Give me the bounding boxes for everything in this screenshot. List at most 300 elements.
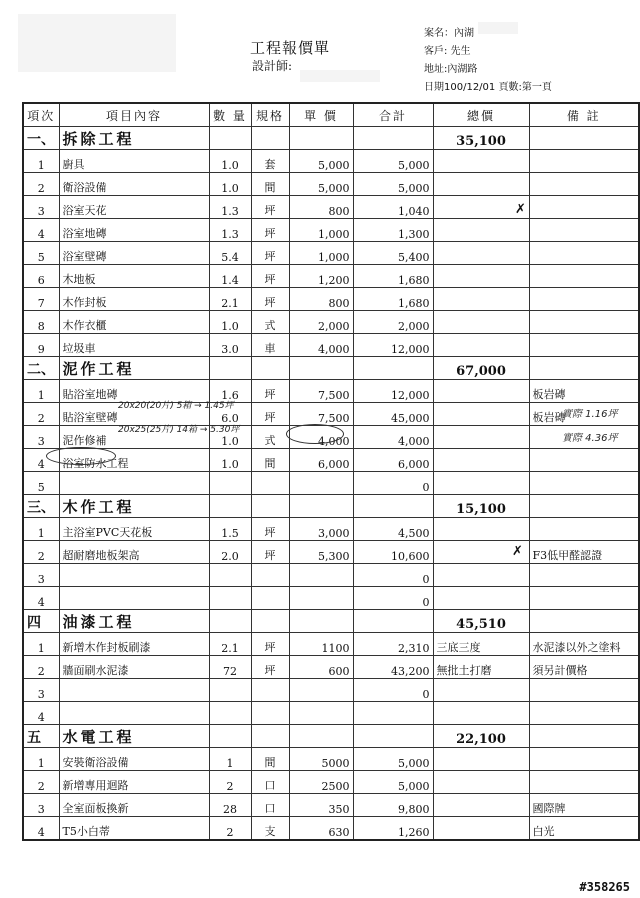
item-extra — [433, 679, 529, 702]
item-number: 4 — [23, 587, 59, 610]
item-unit-price: 5,300 — [289, 541, 353, 564]
item-quantity — [209, 587, 251, 610]
item-unit-price: 1,000 — [289, 242, 353, 265]
item-quantity — [209, 564, 251, 587]
item-name — [59, 564, 209, 587]
item-amount: 12,000 — [353, 334, 433, 357]
item-unit — [251, 587, 289, 610]
table-row — [23, 656, 639, 679]
price-circle-mark — [286, 424, 344, 444]
item-number: 3 — [23, 679, 59, 702]
item-extra — [433, 288, 529, 311]
table-row — [23, 472, 639, 495]
item-note — [529, 449, 639, 472]
item-name: 全室面板換新 — [59, 794, 209, 817]
item-note — [529, 748, 639, 771]
item-amount: 1,040 — [353, 196, 433, 219]
item-note — [529, 173, 639, 196]
item-quantity: 1.0 — [209, 311, 251, 334]
item-unit: 支 — [251, 817, 289, 841]
empty-cell — [289, 725, 353, 748]
item-amount: 5,000 — [353, 150, 433, 173]
item-unit: 間 — [251, 449, 289, 472]
table-row — [23, 449, 639, 472]
item-amount: 1,300 — [353, 219, 433, 242]
item-unit: 套 — [251, 150, 289, 173]
item-note — [529, 679, 639, 702]
item-unit: 坪 — [251, 196, 289, 219]
item-note — [529, 311, 639, 334]
item-amount: 2,000 — [353, 311, 433, 334]
item-unit: 間 — [251, 173, 289, 196]
item-note — [529, 472, 639, 495]
item-name: 木作封板 — [59, 288, 209, 311]
item-number: 2 — [23, 771, 59, 794]
item-extra — [433, 265, 529, 288]
handwritten-wall-tile: 20x25(25片) 14箱 → 5.30坪 — [118, 425, 240, 435]
item-amount: 5,000 — [353, 748, 433, 771]
item-unit-price: 2,000 — [289, 311, 353, 334]
item-name — [59, 472, 209, 495]
item-unit-price: 7,500 — [289, 403, 353, 426]
item-note — [529, 219, 639, 242]
item-unit-price: 2500 — [289, 771, 353, 794]
item-number: 1 — [23, 748, 59, 771]
item-name — [59, 702, 209, 725]
item-circle-mark — [46, 447, 116, 465]
table-row — [23, 748, 639, 771]
item-number: 1 — [23, 633, 59, 656]
empty-cell — [353, 610, 433, 633]
section-number: 四 — [23, 610, 59, 633]
table-row — [23, 242, 639, 265]
item-unit: 式 — [251, 311, 289, 334]
item-number: 6 — [23, 265, 59, 288]
item-quantity: 1.0 — [209, 150, 251, 173]
item-unit-price: 3,000 — [289, 518, 353, 541]
item-quantity: 1.6 — [209, 380, 251, 403]
item-quantity: 6.0 — [209, 403, 251, 426]
item-extra: 無批土打磨 — [433, 656, 529, 679]
col-header: 規格 — [251, 103, 289, 127]
empty-cell — [209, 610, 251, 633]
item-extra — [433, 518, 529, 541]
item-quantity: 3.0 — [209, 334, 251, 357]
item-unit: 坪 — [251, 380, 289, 403]
section-row — [23, 495, 639, 518]
table-row — [23, 403, 639, 426]
section-number: 一、 — [23, 127, 59, 150]
item-extra — [433, 334, 529, 357]
item-quantity: 2 — [209, 771, 251, 794]
item-number: 5 — [23, 242, 59, 265]
item-name: 貼浴室地磚 — [59, 380, 209, 403]
table-row — [23, 633, 639, 656]
item-amount: 0 — [353, 587, 433, 610]
item-quantity — [209, 702, 251, 725]
item-unit-price: 5,000 — [289, 173, 353, 196]
item-extra — [433, 242, 529, 265]
item-amount: 0 — [353, 679, 433, 702]
item-amount: 10,600 — [353, 541, 433, 564]
item-name: 泥作修補 — [59, 426, 209, 449]
empty-cell — [353, 127, 433, 150]
table-row — [23, 288, 639, 311]
item-unit-price: 600 — [289, 656, 353, 679]
empty-cell — [529, 357, 639, 380]
item-extra — [433, 150, 529, 173]
item-number: 4 — [23, 449, 59, 472]
item-note: 國際牌 — [529, 794, 639, 817]
item-unit: 式 — [251, 426, 289, 449]
table-row — [23, 196, 639, 219]
item-extra — [433, 748, 529, 771]
item-name: 新增木作封板刷漆 — [59, 633, 209, 656]
item-quantity: 5.4 — [209, 242, 251, 265]
section-name: 泥作工程 — [59, 357, 209, 380]
item-amount: 1,680 — [353, 288, 433, 311]
item-extra — [433, 702, 529, 725]
item-unit: 坪 — [251, 242, 289, 265]
item-extra — [433, 587, 529, 610]
item-unit-price: 350 — [289, 794, 353, 817]
item-extra — [433, 817, 529, 841]
item-unit-price: 5000 — [289, 748, 353, 771]
item-name: 浴室防水工程 — [59, 449, 209, 472]
empty-cell — [251, 127, 289, 150]
item-amount: 5,000 — [353, 173, 433, 196]
item-amount: 4,500 — [353, 518, 433, 541]
item-unit: 坪 — [251, 518, 289, 541]
item-name: 廚具 — [59, 150, 209, 173]
item-number: 4 — [23, 817, 59, 841]
item-unit: 坪 — [251, 265, 289, 288]
item-note — [529, 702, 639, 725]
table-row — [23, 219, 639, 242]
redacted-designer — [300, 70, 380, 82]
table-row — [23, 679, 639, 702]
item-unit — [251, 472, 289, 495]
item-unit: 坪 — [251, 633, 289, 656]
item-unit-price: 6,000 — [289, 449, 353, 472]
item-number: 7 — [23, 288, 59, 311]
item-extra — [433, 380, 529, 403]
item-number: 1 — [23, 518, 59, 541]
item-unit-price — [289, 679, 353, 702]
item-name — [59, 587, 209, 610]
item-unit-price: 5,000 — [289, 150, 353, 173]
section-row — [23, 127, 639, 150]
redacted-logo — [18, 14, 176, 72]
item-extra — [433, 311, 529, 334]
item-unit-price: 630 — [289, 817, 353, 841]
item-quantity: 1.0 — [209, 449, 251, 472]
item-extra — [433, 219, 529, 242]
item-unit — [251, 702, 289, 725]
item-name: 木地板 — [59, 265, 209, 288]
item-name: 超耐磨地板架高 — [59, 541, 209, 564]
item-quantity: 1.3 — [209, 219, 251, 242]
client-name: 客戶: 先生 — [424, 46, 471, 57]
table-row — [23, 265, 639, 288]
empty-cell — [289, 610, 353, 633]
item-quantity: 1 — [209, 748, 251, 771]
table-row — [23, 702, 639, 725]
item-extra — [433, 472, 529, 495]
empty-cell — [529, 725, 639, 748]
table-row — [23, 771, 639, 794]
item-unit: 口 — [251, 794, 289, 817]
quote-table — [22, 102, 640, 841]
item-number: 5 — [23, 472, 59, 495]
section-total: 67,000 — [433, 357, 529, 380]
col-header: 數 量 — [209, 103, 251, 127]
item-quantity: 1.0 — [209, 426, 251, 449]
item-name: 新增專用迴路 — [59, 771, 209, 794]
item-note: 板岩磚 — [529, 403, 639, 426]
item-unit: 間 — [251, 748, 289, 771]
redacted-case — [478, 22, 518, 34]
item-unit-price — [289, 702, 353, 725]
section-total: 45,510 — [433, 610, 529, 633]
empty-cell — [209, 357, 251, 380]
table-row — [23, 541, 639, 564]
empty-cell — [209, 127, 251, 150]
item-note — [529, 771, 639, 794]
item-extra — [433, 426, 529, 449]
item-note: 白光 — [529, 817, 639, 841]
empty-cell — [353, 495, 433, 518]
item-note — [529, 150, 639, 173]
col-header: 總價 — [433, 103, 529, 127]
table-row — [23, 794, 639, 817]
section-name: 水電工程 — [59, 725, 209, 748]
item-unit: 坪 — [251, 219, 289, 242]
handwritten-floor-tile: 20x20(20片) 5箱 → 1.45坪 — [118, 401, 234, 411]
item-name: 衛浴設備 — [59, 173, 209, 196]
item-unit — [251, 679, 289, 702]
section-number: 三、 — [23, 495, 59, 518]
empty-cell — [251, 725, 289, 748]
item-note — [529, 242, 639, 265]
item-amount: 6,000 — [353, 449, 433, 472]
item-unit-price: 800 — [289, 196, 353, 219]
empty-cell — [529, 127, 639, 150]
item-note — [529, 265, 639, 288]
designer-label: 設計師: — [252, 59, 293, 73]
empty-cell — [251, 610, 289, 633]
item-amount: 5,400 — [353, 242, 433, 265]
item-name: 浴室天花 — [59, 196, 209, 219]
item-number: 3 — [23, 426, 59, 449]
item-name: 貼浴室壁磚 — [59, 403, 209, 426]
section-number: 二、 — [23, 357, 59, 380]
table-row — [23, 817, 639, 841]
item-quantity — [209, 472, 251, 495]
item-number: 2 — [23, 173, 59, 196]
empty-cell — [251, 495, 289, 518]
header-row — [23, 103, 639, 127]
item-extra: 三底三度 — [433, 633, 529, 656]
item-quantity: 1.0 — [209, 173, 251, 196]
item-unit-price: 4,000 — [289, 334, 353, 357]
item-extra — [433, 173, 529, 196]
item-note — [529, 587, 639, 610]
item-name: 垃圾車 — [59, 334, 209, 357]
item-unit-price: 1,200 — [289, 265, 353, 288]
item-number: 3 — [23, 794, 59, 817]
item-extra — [433, 771, 529, 794]
empty-cell — [289, 495, 353, 518]
item-number: 4 — [23, 219, 59, 242]
item-amount: 2,310 — [353, 633, 433, 656]
item-note: 水泥漆以外之塗料 — [529, 633, 639, 656]
table-row — [23, 334, 639, 357]
item-name: 牆面刷水泥漆 — [59, 656, 209, 679]
item-name — [59, 679, 209, 702]
item-number: 3 — [23, 196, 59, 219]
section-name: 油漆工程 — [59, 610, 209, 633]
item-amount: 5,000 — [353, 771, 433, 794]
item-amount: 0 — [353, 472, 433, 495]
empty-cell — [353, 357, 433, 380]
handwritten-wall-note: 實際 4.36坪 — [562, 433, 618, 444]
item-amount: 1,260 — [353, 817, 433, 841]
item-extra — [433, 403, 529, 426]
item-unit-price — [289, 472, 353, 495]
item-quantity: 2 — [209, 817, 251, 841]
item-quantity — [209, 679, 251, 702]
section-row — [23, 725, 639, 748]
item-number: 1 — [23, 150, 59, 173]
empty-cell — [353, 725, 433, 748]
section-total: 35,100 — [433, 127, 529, 150]
item-unit-price: 7,500 — [289, 380, 353, 403]
empty-cell — [289, 357, 353, 380]
col-header: 合計 — [353, 103, 433, 127]
item-amount: 4,000 — [353, 426, 433, 449]
item-number: 9 — [23, 334, 59, 357]
item-amount: 45,000 — [353, 403, 433, 426]
table-row — [23, 173, 639, 196]
item-unit-price: 1,000 — [289, 219, 353, 242]
case-name: 案名：內湖 — [424, 28, 474, 39]
section-name: 拆除工程 — [59, 127, 209, 150]
item-unit: 坪 — [251, 288, 289, 311]
item-amount: 9,800 — [353, 794, 433, 817]
item-number: 2 — [23, 656, 59, 679]
item-name: 浴室地磚 — [59, 219, 209, 242]
item-note — [529, 518, 639, 541]
item-unit — [251, 564, 289, 587]
item-name: 主浴室PVC天花板 — [59, 518, 209, 541]
item-number: 2 — [23, 541, 59, 564]
item-number: 2 — [23, 403, 59, 426]
item-quantity: 1.4 — [209, 265, 251, 288]
item-name: 浴室壁磚 — [59, 242, 209, 265]
item-number: 1 — [23, 380, 59, 403]
item-amount: 0 — [353, 564, 433, 587]
item-unit: 坪 — [251, 656, 289, 679]
item-number: 8 — [23, 311, 59, 334]
cross-mark-icon: ✗ — [515, 202, 526, 217]
col-header: 項目內容 — [59, 103, 209, 127]
item-unit-price: 1100 — [289, 633, 353, 656]
item-name: T5小白蒂 — [59, 817, 209, 841]
table-row — [23, 311, 639, 334]
address: 地址:內湖路 — [424, 64, 478, 75]
empty-cell — [209, 725, 251, 748]
item-quantity: 1.5 — [209, 518, 251, 541]
date-page: 日期100/12/01 頁數:第一頁 — [424, 82, 552, 93]
col-header: 項次 — [23, 103, 59, 127]
item-amount: 12,000 — [353, 380, 433, 403]
item-note — [529, 334, 639, 357]
item-name: 木作衣櫃 — [59, 311, 209, 334]
section-total: 22,100 — [433, 725, 529, 748]
document-id-stamp: #358265 — [579, 880, 630, 894]
item-extra — [433, 564, 529, 587]
table-row — [23, 518, 639, 541]
table-row — [23, 150, 639, 173]
item-note — [529, 196, 639, 219]
section-row — [23, 357, 639, 380]
item-quantity: 72 — [209, 656, 251, 679]
item-note: 板岩磚 — [529, 380, 639, 403]
col-header: 單 價 — [289, 103, 353, 127]
table-row — [23, 587, 639, 610]
section-number: 五 — [23, 725, 59, 748]
item-quantity: 2.1 — [209, 288, 251, 311]
item-note — [529, 564, 639, 587]
item-quantity: 2.1 — [209, 633, 251, 656]
item-note: F3低甲醛認證 — [529, 541, 639, 564]
empty-cell — [289, 127, 353, 150]
empty-cell — [529, 495, 639, 518]
empty-cell — [251, 357, 289, 380]
item-amount: 1,680 — [353, 265, 433, 288]
table-row — [23, 380, 639, 403]
item-amount — [353, 702, 433, 725]
empty-cell — [529, 610, 639, 633]
item-unit: 坪 — [251, 541, 289, 564]
item-unit: 車 — [251, 334, 289, 357]
item-unit: 坪 — [251, 403, 289, 426]
empty-cell — [209, 495, 251, 518]
section-row — [23, 610, 639, 633]
page-title: 工程報價單 — [250, 39, 331, 57]
item-unit-price: 800 — [289, 288, 353, 311]
section-name: 木作工程 — [59, 495, 209, 518]
item-note: 須另計價格 — [529, 656, 639, 679]
item-quantity: 1.3 — [209, 196, 251, 219]
item-quantity: 2.0 — [209, 541, 251, 564]
table-row — [23, 564, 639, 587]
col-header: 備 註 — [529, 103, 639, 127]
item-extra — [433, 449, 529, 472]
item-number: 4 — [23, 702, 59, 725]
cross-mark-icon: ✗ — [512, 544, 523, 559]
item-note — [529, 288, 639, 311]
item-amount: 43,200 — [353, 656, 433, 679]
section-total: 15,100 — [433, 495, 529, 518]
item-name: 安裝衛浴設備 — [59, 748, 209, 771]
item-number: 3 — [23, 564, 59, 587]
item-quantity: 28 — [209, 794, 251, 817]
item-unit: 口 — [251, 771, 289, 794]
item-unit-price — [289, 564, 353, 587]
item-extra — [433, 794, 529, 817]
